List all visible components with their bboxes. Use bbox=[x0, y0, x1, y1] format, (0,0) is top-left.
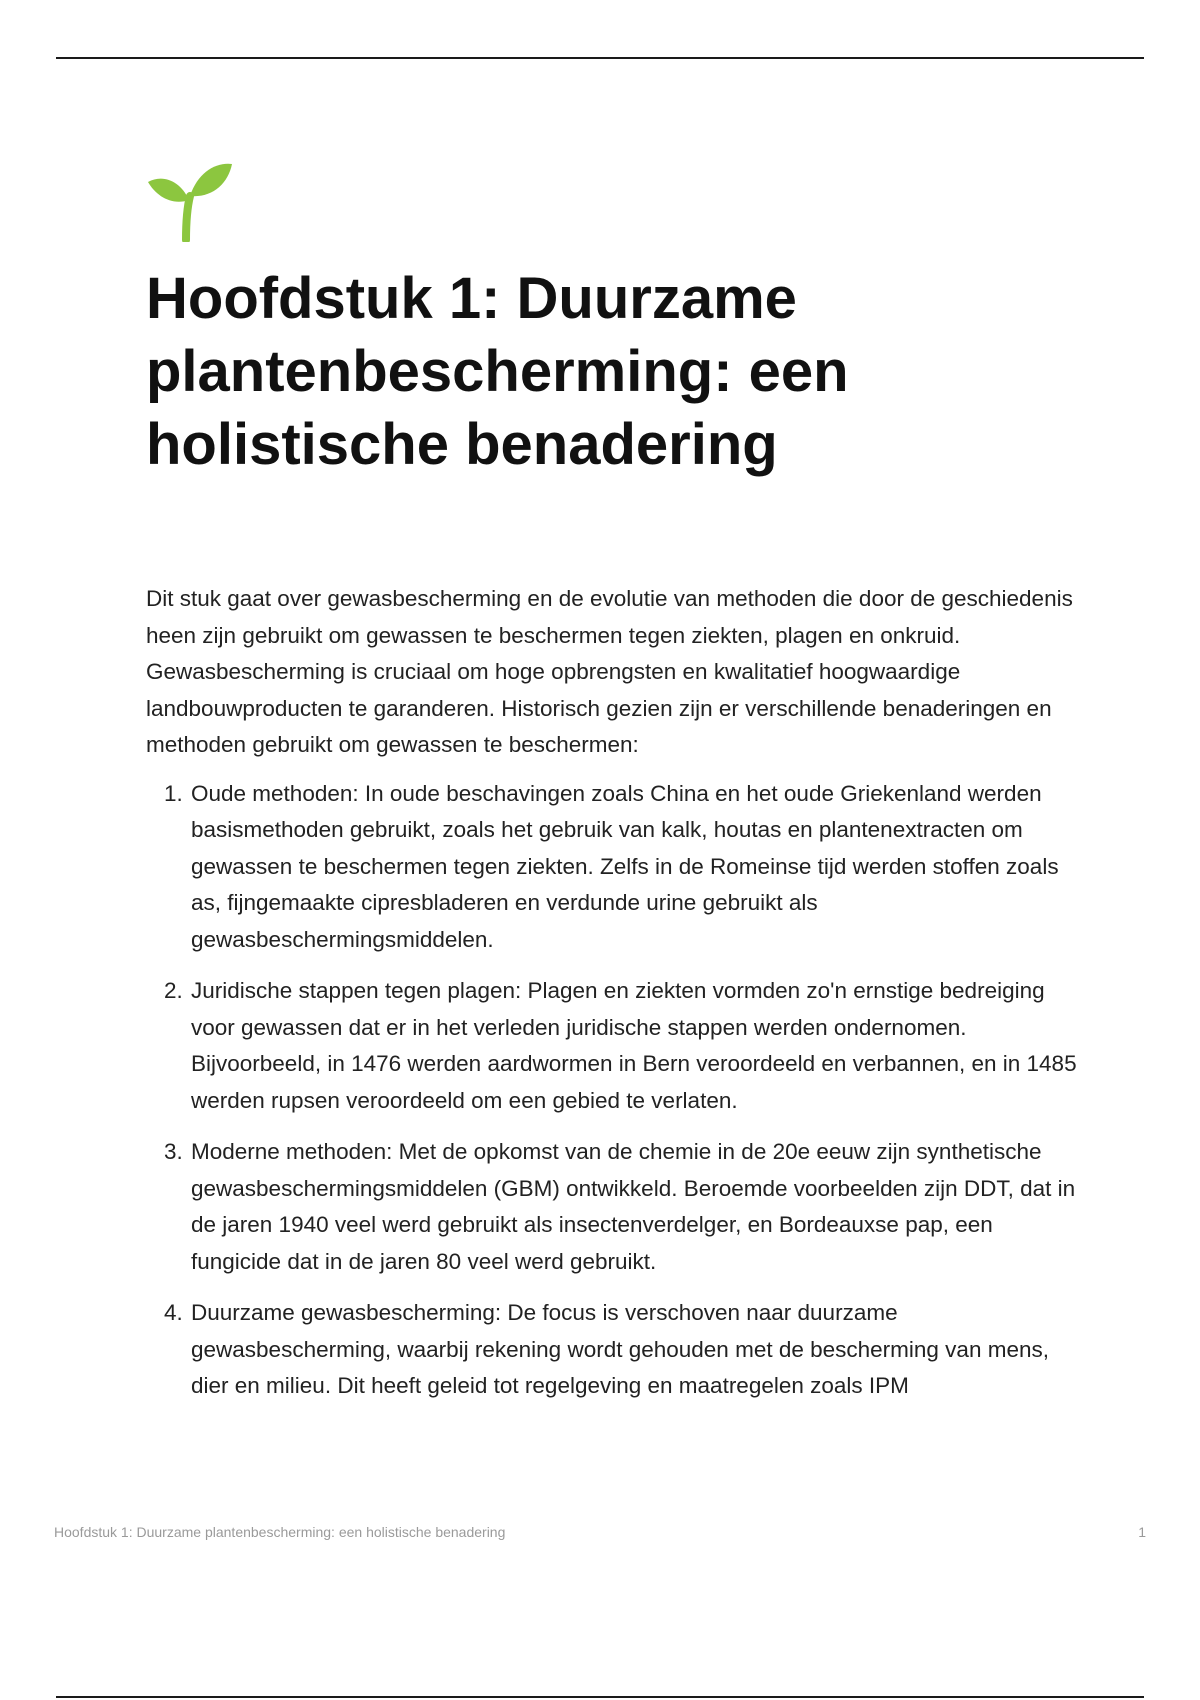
header-divider bbox=[56, 57, 1144, 59]
intro-paragraph: Dit stuk gaat over gewasbescherming en de evolutie van methoden die door de geschiedenis heen zijn gebruikt om gewassen te beschermen tegen ziekten, plagen en onkruid. Gewasbescherming is cruciaal om hoge opbrengsten en kwalitatief hoogwaardige landbouwproducten te garanderen. Historisch gezien zijn er verschillende benaderingen en methoden gebruikt om gewassen te beschermen: bbox=[146, 586, 1073, 757]
page-title: Hoofdstuk 1: Duurzame plantenbescherming: een holistische benadering bbox=[146, 266, 849, 477]
footer-divider bbox=[56, 1696, 1144, 1698]
list-item: 3. Moderne methoden: Met de opkomst van de chemie in de 20e eeuw zijn synthetische gewasbeschermingsmiddelen (GBM) ontwikkeld. Beroemde voorbeelden zijn DDT, dat in de jaren 1940 veel werd gebruikt als insectenverdelger, en Bordeauxse pap, een fungicide dat in de jaren 80 veel werd gebruikt. bbox=[189, 1134, 1086, 1280]
page-number: 1 bbox=[1138, 1524, 1146, 1540]
page-footer bbox=[54, 1524, 1146, 1546]
list-item: 2. Juridische stappen tegen plagen: Plagen en ziekten vormden zo'n ernstige bedreiging voor gewassen dat er in het verleden juridische stappen werden ondernomen. Bijvoorbeeld, in 1476 werden aardwormen in Bern veroordeeld en verbannen, en in 1485 werden rupsen veroordeeld om een gebied te verlaten. bbox=[189, 973, 1086, 1119]
method-list bbox=[146, 776, 1086, 1405]
list-item: 4. Duurzame gewasbescherming: De focus is verschoven naar duurzame gewasbescherming, waarbij rekening wordt gehouden met de bescherming van mens, dier en milieu. Dit heeft geleid tot regelgeving en maatregelen zoals IPM bbox=[189, 1295, 1086, 1405]
list-item: 1. Oude methoden: In oude beschavingen zoals China en het oude Griekenland werden basismethoden gebruikt, zoals het gebruik van kalk, houtas en plantenextracten om gewassen te beschermen tegen ziekten. Zelfs in de Romeinse tijd werden stoffen zoals as, fijngemaakte cipresbladeren en verdunde urine gebruikt als gewasbeschermingsmiddelen. bbox=[189, 776, 1086, 959]
page-content bbox=[146, 158, 1086, 1420]
footer-title: Hoofdstuk 1: Duurzame plantenbescherming: een holistische benadering bbox=[54, 1524, 506, 1540]
seedling-icon bbox=[146, 158, 234, 242]
